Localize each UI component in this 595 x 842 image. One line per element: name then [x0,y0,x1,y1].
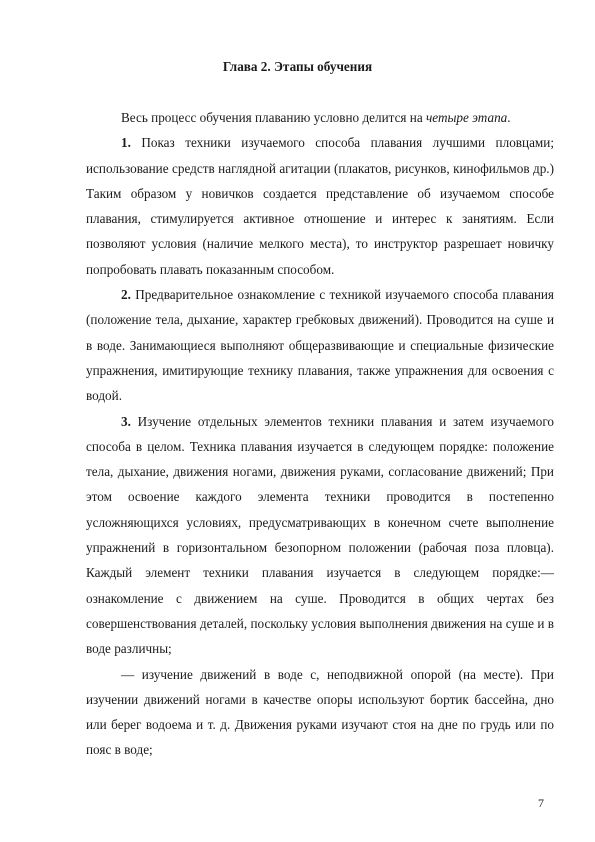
intro-text: Весь процесс обучения плаванию условно делится на [121,110,426,125]
intro-emphasis: четыре этапа [426,110,508,125]
stage-paragraph-2 [86,282,554,408]
stage-number-3: 3. [121,413,131,429]
stage-paragraph-3 [86,409,554,662]
step-paragraph [86,662,554,763]
stage-paragraph-1 [86,130,554,282]
page-number: 7 [538,796,544,810]
chapter-title: Глава 2. Этапы обучения [222,59,373,74]
stage-text-1: Показ техники изучаемого способа плавания лучшими пловцами; использование средств наглядной агитации (плакатов, рисунков, кинофильмов др.) Таким образом у новичков создается представление об изучаемом способе плавания, стимулируется активное отношение и интерес к занятиям. Если позволяют условия (наличие мелкого места), то инструктор разрешает новичку попробовать плавать показанным способом. [86,135,554,277]
stage-number-1: 1. [121,135,131,151]
intro-paragraph [86,105,554,130]
intro-end: . [507,110,511,125]
stage-text-2: Предварительное ознакомление с техникой изучаемого способа плавания (положение тела, дыхание, характер гребковых движений). Проводится на суше и в воде. Занимающиеся выполняют общеразвивающие и специальные физические упражнения, имитирующие технику плавания, также упражнения для освоения с водой. [86,287,554,404]
body-text [86,105,554,763]
stage-text-3: Изучение отдельных элементов техники плавания и затем изучаемого способа в целом. Техника плавания изучается в следующем порядке: положение тела, дыхание, движения ногами, движения руками, согласование движений; При этом освоение каждого элемента техники проводится в постепенно усложняющихся условиях, предусматривающих в конечном счете выполнение упражнений в горизонтальном безопорном положении (рабочая поза пловца). Каждый элемент техники плавания изучается в следующем порядке:— ознакомление с движением на суше. Проводится в общих чертах без совершенствования деталей, поскольку условия выполнения движения на суше и в воде различны; [86,413,554,657]
stage-number-2: 2. [121,287,131,303]
step-text: — изучение движений в воде с, неподвижной опорой (на месте). При изучении движений ногами в качестве опоры используют бортик бассейна, дно или берег водоема и т. д. Движения руками изучают стоя на дне по грудь или по пояс в воде; [86,666,554,758]
